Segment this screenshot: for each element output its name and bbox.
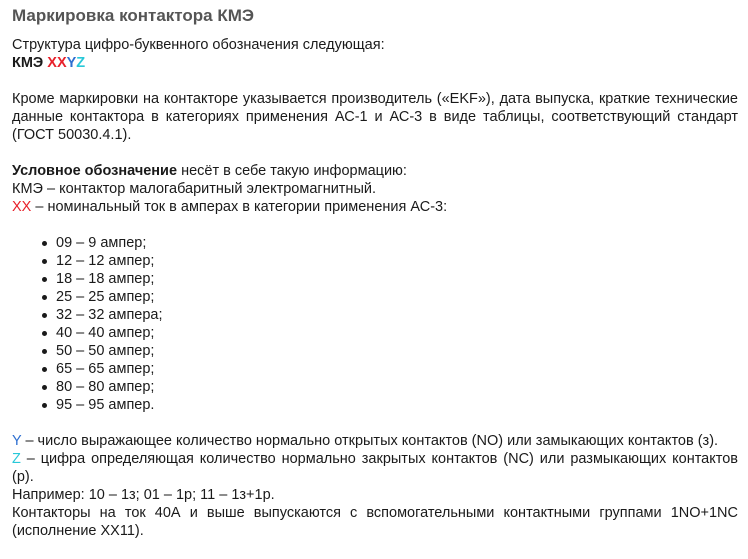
designation-line [12, 162, 738, 180]
xx-text: – номинальный ток в амперах в категории применения АС-3: [31, 199, 448, 215]
list-item: 80 – 80 ампер; [56, 378, 738, 396]
z-marker: Z [12, 451, 21, 467]
marking-paragraph: Кроме маркировки на контакторе указывается производитель («EKF»), дата выпуска, краткие технические данные контактора в категориях применения АС-1 и АС-3 в виде таблицы, соответствующий стандарт (ГОСТ 50030.4.1). [12, 91, 738, 143]
xx-line [12, 198, 738, 216]
structure-intro: Структура цифро-буквенного обозначения следующая: [12, 37, 385, 53]
y-text: – число выражающее количество нормально открытых контактов (NO) или замыкающих контактов (з). [21, 433, 719, 449]
aux-line: Контакторы на ток 40А и выше выпускаются с вспомогательными контактными группами 1NO+1NC (исполнение ХХ11). [12, 505, 738, 539]
kme-line: КМЭ – контактор малогабаритный электромагнитный. [12, 181, 376, 197]
designation-bold: Условное обозначение [12, 163, 178, 179]
z-text: – цифра определяющая количество нормально закрытых контактов (NC) или размыкающих контактов (р). [12, 451, 738, 485]
y-marker: Y [12, 433, 22, 449]
current-list [12, 234, 738, 414]
designation-rest: несёт в себе такую информацию: [177, 163, 407, 179]
page-title: Маркировка контактора КМЭ [12, 6, 254, 25]
article [12, 0, 738, 540]
xx-marker: XX [12, 199, 32, 215]
list-item: 12 – 12 ампер; [56, 252, 738, 270]
code-xx: XX [47, 55, 67, 71]
code-prefix: КМЭ [12, 55, 48, 71]
example-line: Например: 10 – 1з; 01 – 1р; 11 – 1з+1р. [12, 487, 275, 503]
code-formula [12, 54, 738, 72]
list-item: 95 – 95 ампер. [56, 396, 738, 414]
list-item: 18 – 18 ампер; [56, 270, 738, 288]
list-item: 25 – 25 ампер; [56, 288, 738, 306]
list-item: 32 – 32 ампера; [56, 306, 738, 324]
list-item: 50 – 50 ампер; [56, 342, 738, 360]
code-y: Y [66, 55, 77, 71]
y-line [12, 432, 738, 450]
list-item: 40 – 40 ампер; [56, 324, 738, 342]
z-line [12, 450, 738, 486]
list-item: 65 – 65 ампер; [56, 360, 738, 378]
code-z: Z [76, 55, 86, 71]
list-item: 09 – 9 ампер; [56, 234, 738, 252]
